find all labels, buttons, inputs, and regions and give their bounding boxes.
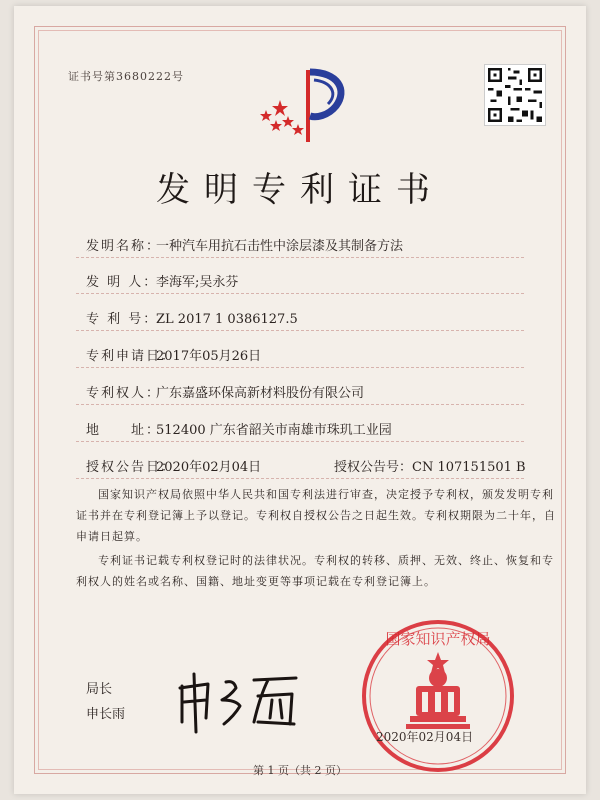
grant-date-row [86,456,261,475]
invention-name-row [86,235,403,254]
divider [76,404,524,405]
patent-number-value: ZL 2017 1 0386127.5 [156,312,298,327]
statement-paragraph-2: 专利证书记载专利权登记时的法律状况。专利权的转移、质押、无效、终止、恢复和专利权人的姓名或名称、国籍、地址变更等事项记载在专利登记簿上。 [76,554,554,588]
invention-name-value: 一种汽车用抗石击性中涂层漆及其制备方法 [156,239,404,254]
certificate-title: 发明专利证书 [156,170,444,210]
divider [76,478,524,479]
invention-name-label: 发明名称： [86,239,162,254]
signer-name: 申长雨 [86,707,126,722]
filing-date-value: 2017年05月26日 [156,349,262,364]
divider [76,367,524,368]
statement-paragraph-1: 国家知识产权局依照中华人民共和国专利法进行审查，决定授予专利权，颁发发明专利证书并在专利登记簿上予以登记。专利权自授权公告之日起生效。专利权期限为二十年，自申请日起算。 [76,488,556,543]
divider [76,293,524,294]
certificate-page [14,6,586,794]
patentee-row [86,382,364,401]
qr-code [484,64,546,126]
grant-number-value: CN 107151501 B [412,460,526,475]
filing-date-row [86,345,261,364]
certificate-number: 证书号第3680222号 [68,70,184,83]
inventor-row [86,271,238,290]
grant-number-label: 授权公告号： [334,460,413,475]
address-label: 地 址： [86,423,162,438]
seal-date: 2020年02月04日 [376,730,474,744]
filing-date-label: 专利申请日： [86,349,177,364]
grant-number-row [334,456,526,475]
patent-number-row [86,308,298,327]
divider [76,330,524,331]
grant-date-value: 2020年02月04日 [156,460,262,475]
patentee-label: 专利权人： [86,386,162,401]
page-footer: 第 1 页（共 2 页） [253,764,347,777]
divider [76,441,524,442]
divider [76,257,524,258]
inventor-value: 李海军;吴永芬 [156,275,239,290]
signer-role: 局长 [86,682,113,697]
handwritten-signature [174,666,304,736]
cnipa-logo [258,60,358,150]
patent-number-label: 专 利 号： [86,312,159,327]
address-value: 512400 广东省韶关市南雄市珠玑工业园 [156,423,392,438]
seal-text: 国家知识产权局 [385,630,491,648]
official-seal [358,616,518,776]
patentee-value: 广东嘉盛环保高新材料股份有限公司 [156,386,365,401]
grant-date-label: 授权公告日： [86,460,177,475]
address-row [86,419,392,438]
inventor-label: 发 明 人： [86,275,159,290]
